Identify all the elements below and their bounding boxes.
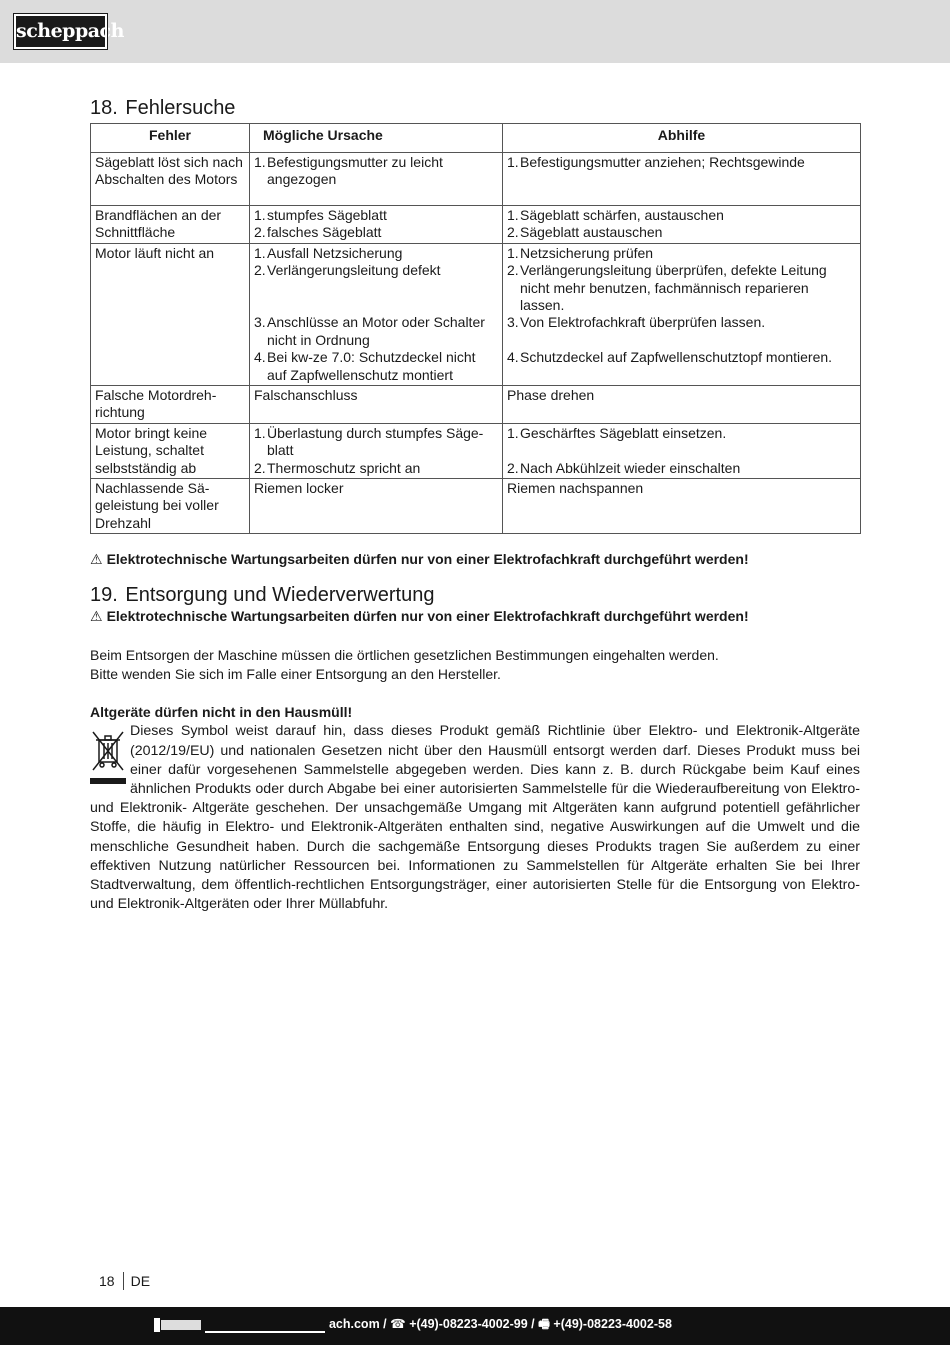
fault-cell: Brandflächen an der Schnittfläche (91, 206, 250, 244)
contact-footer (0, 1307, 950, 1345)
table-header-row (91, 124, 861, 153)
warning-notice: ⚠ Elektrotechnische Wartungsarbeiten dürfen nur von einer Elektrofachkraft durchgeführt werden! (90, 551, 749, 568)
table-row (91, 386, 861, 424)
page-footer-number (99, 1272, 150, 1290)
obscured-text-block (205, 1317, 325, 1333)
fault-cell: Motor bringt keine Leistung, schaltet selbstständig ab (91, 423, 250, 478)
remedy-cell: 1. Netzsicherung prüfen 2. Verlängerungsleitung überprüfen, defekte Leitung nicht mehr benutzen, fachmännisch reparieren lassen. 3. Von Elektrofachkraft überprüfen lassen. 4. Schutzdeckel auf Zapfwellenschutztopf montieren. (503, 243, 861, 385)
table-row (91, 243, 861, 385)
warning-triangle-icon: ⚠ (90, 608, 103, 625)
crossed-out-bin-icon (90, 728, 126, 790)
obscured-text-block (154, 1318, 160, 1332)
weee-subheading: Altgeräte dürfen nicht in den Hausmüll! (90, 704, 353, 721)
warning-triangle-icon: ⚠ (90, 551, 103, 568)
email-fragment[interactable]: ach.com / (328, 1317, 387, 1331)
disposal-paragraph-line: Beim Entsorgen der Maschine müssen die örtlichen gesetzlichen Bestimmungen eingehalten werden. (90, 647, 719, 664)
section-19-heading: 19. Entsorgung und Wiederverwertung (90, 584, 435, 607)
column-header-cause: Mögliche Ursache (250, 124, 503, 153)
page-content (90, 96, 860, 914)
fault-cell: Falsche Motordreh- richtung (91, 386, 250, 424)
table-row (91, 479, 861, 534)
phone-icon: ☎ (390, 1317, 406, 1331)
remedy-cell: Riemen nachspannen (503, 479, 861, 534)
page-number: 18 (99, 1273, 115, 1289)
disposal-paragraph-line: Bitte wenden Sie sich im Falle einer Entsorgung an den Hersteller. (90, 666, 501, 683)
cause-cell: 1. Ausfall Netzsicherung 2. Verlängerungsleitung defekt 3. Anschlüsse an Motor oder Schalter nicht in Ordnung 4. Bei kw-ze 7.0: Schutzdeckel nicht auf Zapfwellenschutz montiert (250, 243, 503, 385)
remedy-cell: 1. Geschärftes Sägeblatt einsetzen. 2. Nach Abkühlzeit wieder einschalten (503, 423, 861, 478)
troubleshooting-table (90, 123, 861, 534)
cause-cell: 1. stumpfes Sägeblatt 2. falsches Sägeblatt (250, 206, 503, 244)
warning-notice: ⚠ Elektrotechnische Wartungsarbeiten dürfen nur von einer Elektrofachkraft durchgeführt werden! (90, 608, 749, 625)
footer-divider (123, 1272, 124, 1290)
obscured-text-block (161, 1320, 201, 1330)
phone-number[interactable]: +(49)-08223-4002-99 / (409, 1317, 535, 1331)
column-header-fault: Fehler (91, 124, 250, 153)
fault-cell: Motor läuft nicht an (91, 243, 250, 385)
fax-number: +(49)-08223-4002-58 (553, 1317, 672, 1331)
cause-cell: Falschanschluss (250, 386, 503, 424)
remedy-cell: 1. Befestigungsmutter anziehen; Rechtsgewinde (503, 153, 861, 206)
fault-cell: Nachlassende Sä- geleistung bei voller Drehzahl (91, 479, 250, 534)
remedy-cell: Phase drehen (503, 386, 861, 424)
weee-paragraph: Dieses Symbol weist darauf hin, dass dieses Produkt gemäß Richtlinie über Elektro- und Elektronik-Altgeräte (2012/19/EU) und nationalen Gesetzen nicht über den Hausmüll entsorgt werden darf. Dieses Produkt muss bei einer dafür vorgesehenen Sammelstelle abgegeben werden. Dies kann z. B. durch Rückgabe beim Kauf eines ähnlichen Produkts oder durch Abgabe bei einer autorisierten Sammelstelle für die Wiederaufbereitung von Elektro- und Elektronik- Altgeräte geschehen. Der unsachgemäße Umgang mit Altgeräten kann aufgrund potentiell gefährlicher Stoffe, die häufig in Elektro- und Elektronik-Altgeräten enthalten sind, negative Auswirkungen auf die Umwelt und die menschliche Gesundheit haben. Durch die sachgemäße Entsorgung dieses Produkts tragen Sie außerdem zu einer effektiven Nutzung natürlicher Ressourcen bei. Informationen zu Sammelstellen für Altgeräte erhalten Sie bei Ihrer Stadtverwaltung, dem öffentlich-rechtlichen Entsorgungsträger, einer autorisierten Stelle für die Entsorgung von Elektro- und Elektronik-Altgeräten oder Ihrer Müllabfuhr. (90, 723, 860, 913)
table-row (91, 206, 861, 244)
fax-icon: 🖷 (538, 1317, 550, 1331)
cause-cell: 1. Überlastung durch stumpfes Säge- blatt 2. Thermoschutz spricht an (250, 423, 503, 478)
table-row (91, 423, 861, 478)
column-header-remedy: Abhilfe (503, 124, 861, 153)
fault-cell: Sägeblatt löst sich nach Abschalten des Motors (91, 153, 250, 206)
remedy-cell: 1. Sägeblatt schärfen, austauschen 2. Sägeblatt austauschen (503, 206, 861, 244)
brand-logo: scheppach (14, 14, 107, 49)
header-band (0, 0, 950, 63)
cause-cell: Riemen locker (250, 479, 503, 534)
section-18-heading: 18. Fehlersuche (90, 97, 236, 119)
table-row (91, 153, 861, 206)
page-language: DE (130, 1273, 151, 1289)
cause-cell: 1. Befestigungsmutter zu leicht angezogen (250, 153, 503, 206)
